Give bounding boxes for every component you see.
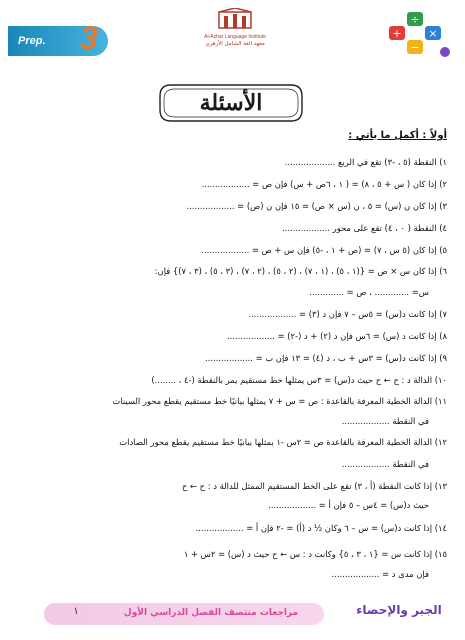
math-symbols-icon [385, 10, 455, 60]
svg-text:×: × [428, 27, 438, 40]
section-heading: أولاً : أكمل ما يأتي : [348, 130, 447, 141]
grade-number: 3 [80, 20, 98, 56]
institute-logo [190, 8, 280, 48]
question-item: ٩) إذا كانت د(س) = ٣س + ب ، د (٤) = ١٣ فإن ب = .................. [205, 353, 447, 363]
question-item: ١٢) الدالة الخطية المعرفة بالقاعدة ص = ٢س -١ يمثلها بيانيًا خط مستقيم يقطع محور الصادات [119, 437, 447, 447]
question-item: ٤) النقطة ( ٠ ، ٤) تقع على محور .................. [282, 223, 447, 233]
footer-review-text: مراجعات منتصف الفصل الدراسي الأول [123, 608, 299, 618]
question-item: فإن مدى د = .................. [331, 569, 429, 579]
question-item: ٣) إذا كان ن (س) = ٥ ، ن (س × ص) = ١٥ فإن ن (ص) = .................. [186, 201, 447, 211]
institute-name-en: Al-Azhar Language Institute [204, 34, 266, 40]
page-title: الأسئلة [199, 90, 263, 116]
question-item: حيث د(س) = ٤س – ٥ فإن أ = .................. [268, 500, 429, 510]
question-item: ٢) إذا كان ( س + ٥ ، ٨) = ( ١ ، ٦ص + س) فإن ص = .................. [201, 179, 447, 189]
page-number: ١ [73, 606, 79, 617]
grade-label: Prep. [18, 35, 46, 47]
title-plaque [157, 82, 305, 124]
svg-text:÷: ÷ [410, 13, 420, 26]
grade-badge [8, 20, 108, 56]
question-item: ٧) إذا كانت د(س) = ٥س – ٧ فإن د (٣) = .................. [248, 309, 447, 319]
svg-text:−: − [410, 41, 420, 54]
question-item: ١٤) إذا كانت د(س) = س – ٦ وكان ½ د (أ) = -٢ فإن أ = .................. [195, 523, 447, 533]
svg-text:+: + [392, 27, 402, 40]
question-item: ١٣) إذا كانت النقطة (أ ، ٣) تقع على الخط المستقيم الممثل للدالة د : ح ← ح [181, 481, 447, 491]
question-item: ١١) الدالة الخطية المعرفة بالقاعدة : ص = س + ٧ يمثلها بيانيًا خط مستقيم يقطع محور السينات [112, 396, 447, 406]
question-item: س= ............. ، ص = ............. [309, 287, 429, 297]
questions-section [14, 130, 451, 149]
question-item: ٥) إذا كان (٥ س ، ٧) = (ص + ١ ، -٥) فإن س + ص = .................. [201, 245, 447, 255]
institute-emblem-icon [215, 8, 255, 30]
institute-name-ar: معهد الغة الشامل الأزهري [205, 41, 265, 47]
question-item: ١٠) الدالة د : ح ← ح حيث د(س) = ٣س يمثلها خط مستقيم يمر بالنقطة (-٤ ، ........) [151, 375, 447, 385]
question-item: ٨) إذا كانت د (س) = ٦س فإن د (٢) + د (-٢) = .................. [227, 331, 447, 341]
question-item: في النقطة .................. [341, 459, 429, 469]
question-item: ٦) إذا كان س × ص = {(١ ، ٥) ، (١ ، ٧) ، (٢ ، ٥) ، (٢ ، ٧) ، (٣ ، ٥) ، (٣ ، ٧)} فإن: [154, 266, 447, 276]
footer-subject: الجبر والإحصاء [356, 603, 442, 617]
question-item: في النقطة .................. [341, 416, 429, 426]
question-item: ١) النقطة (٥ ، -٣) تقع في الربع ................... [284, 157, 447, 167]
question-item: ١٥) إذا كانت س = {١ ، ٣ ، ٥} وكانت د : س ← ح حيث د (س) = ٢س + ١ [183, 549, 447, 559]
